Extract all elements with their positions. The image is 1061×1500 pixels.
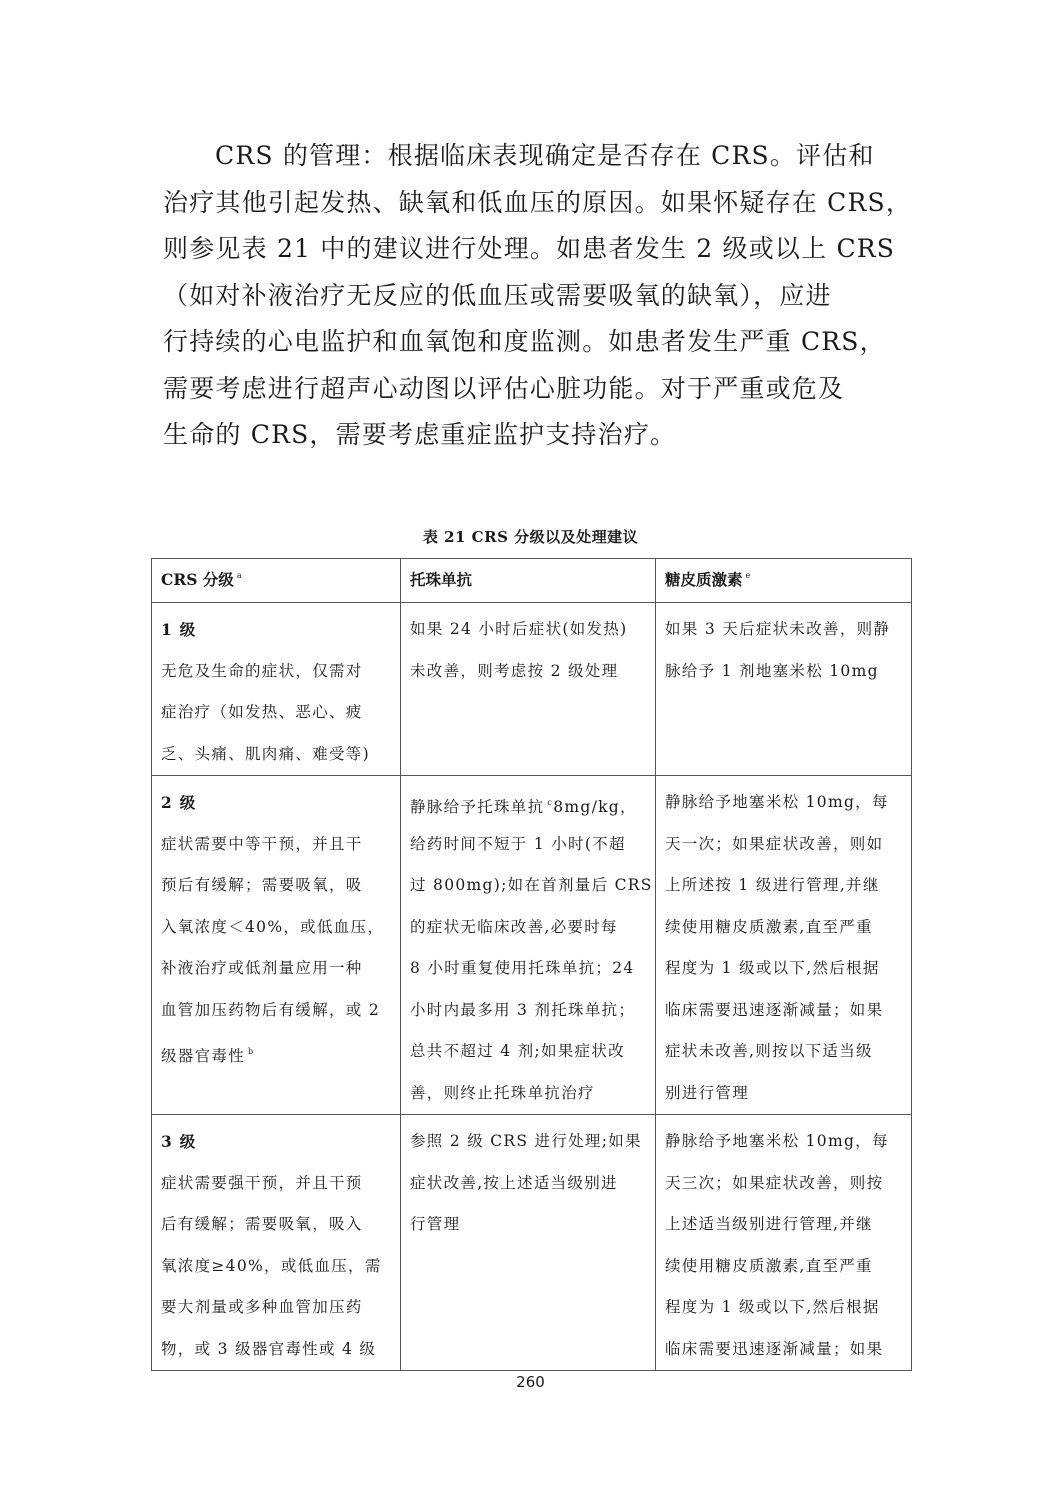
header-tocilizumab bbox=[401, 559, 656, 603]
table-row bbox=[152, 776, 912, 1115]
paragraph-line: 需要考虑进行超声心动图以评估心脏功能。对于严重或危及 bbox=[163, 373, 845, 403]
cell-line: 别进行管理 bbox=[665, 1083, 750, 1102]
header-crs-grade bbox=[152, 559, 401, 603]
steroid-cell bbox=[656, 1115, 912, 1371]
cell-line: 总共不超过 4 剂;如果症状改 bbox=[410, 1042, 625, 1060]
cell-line: 程度为 1 级或以下,然后根据 bbox=[665, 1298, 880, 1316]
header-label: 糖皮质激素 bbox=[665, 570, 743, 589]
cell-line: 要大剂量或多种血管加压药 bbox=[161, 1298, 363, 1316]
cell-line: 无危及生命的症状，仅需对 bbox=[161, 661, 363, 680]
cell-line: 续使用糖皮质激素,直至严重 bbox=[665, 917, 873, 936]
paragraph-line: 行持续的心电监护和血氧饱和度监测。如患者发生严重 CRS， bbox=[163, 327, 886, 356]
crs-grading-table bbox=[151, 558, 912, 1371]
cell-line: 入氧浓度＜40%，或低血压， bbox=[161, 917, 385, 936]
cell-line: 小时内最多用 3 剂托珠单抗； bbox=[410, 1000, 636, 1019]
cell-line: 过 800mg);如在首剂量后 CRS bbox=[410, 876, 653, 894]
table-caption: 表 21 CRS 分级以及处理建议 bbox=[422, 528, 639, 546]
grade-label: 3 级 bbox=[161, 1132, 197, 1151]
cell-line: 乏、头痛、肌肉痛、难受等) bbox=[161, 744, 370, 763]
footnote-marker: e bbox=[745, 571, 751, 580]
cell-line: 症状未改善,则按以下适当级 bbox=[665, 1042, 873, 1060]
cell-line: 血管加压药物后有缓解，或 2 bbox=[161, 1000, 380, 1019]
cell-line: 8 小时重复使用托珠单抗；24 bbox=[410, 959, 635, 977]
table-row bbox=[152, 1115, 912, 1371]
cell-line: 静脉给予地塞米松 10mg，每 bbox=[665, 793, 889, 811]
cell-line: 氧浓度≥40%，或低血压，需 bbox=[161, 1256, 382, 1275]
cell-line: 行管理 bbox=[410, 1215, 461, 1233]
paragraph-line: 治疗其他引起发热、缺氧和低血压的原因。如果怀疑存在 CRS， bbox=[163, 187, 913, 217]
cell-line: 静脉给予地塞米松 10mg，每 bbox=[665, 1132, 889, 1150]
cell-line: 如果 24 小时后症状(如发热) bbox=[410, 620, 628, 638]
cell-line: 临床需要迅速逐渐减量；如果 bbox=[665, 1000, 884, 1019]
cell-line: 症状需要中等干预，并且干 bbox=[161, 834, 363, 853]
grade-cell bbox=[152, 1115, 401, 1371]
footnote-marker: b bbox=[248, 1047, 255, 1056]
header-label: 托珠单抗 bbox=[410, 570, 473, 589]
header-label: CRS 分级 bbox=[161, 570, 234, 589]
page-number: 260 bbox=[516, 1373, 545, 1391]
cell-line: 物，或 3 级器官毒性或 4 级 bbox=[161, 1339, 377, 1358]
cell-line: 上所述按 1 级进行管理,并继 bbox=[665, 876, 880, 894]
steroid-cell bbox=[656, 776, 912, 1115]
cell-line bbox=[161, 1031, 392, 1073]
paragraph-line: （如对补液治疗无反应的低血压或需要吸氧的缺氧），应进 bbox=[163, 280, 832, 310]
grade-cell bbox=[152, 603, 401, 776]
cell-line: 脉给予 1 剂地塞米松 10mg bbox=[665, 661, 879, 680]
grade-label: 2 级 bbox=[161, 793, 197, 812]
cell-line: 未改善，则考虑按 2 级处理 bbox=[410, 661, 619, 680]
cell-line: 症状需要强干预，并且干预 bbox=[161, 1173, 363, 1192]
cell-line: 补液治疗或低剂量应用一种 bbox=[161, 959, 363, 977]
cell-line: 给药时间不短于 1 小时(不超 bbox=[410, 834, 626, 853]
cell-line: 程度为 1 级或以下,然后根据 bbox=[665, 959, 880, 977]
cell-line: 续使用糖皮质激素,直至严重 bbox=[665, 1256, 873, 1275]
cell-line: 症治疗（如发热、恶心、疲 bbox=[161, 703, 363, 721]
cell-line: 善，则终止托珠单抗治疗 bbox=[410, 1083, 595, 1102]
paragraph-line: 生命的 CRS，需要考虑重症监护支持治疗。 bbox=[163, 420, 677, 449]
cell-line: 天三次；如果症状改善，则按 bbox=[665, 1173, 884, 1192]
tocilizumab-cell bbox=[401, 776, 656, 1115]
table-row bbox=[152, 603, 912, 776]
cell-line: 预后有缓解；需要吸氧，吸 bbox=[161, 876, 363, 894]
paragraph-line: 则参见表 21 中的建议进行处理。如患者发生 2 级或以上 CRS bbox=[163, 234, 896, 263]
grade-label: 1 级 bbox=[161, 620, 197, 639]
cell-line: 后有缓解；需要吸氧，吸入 bbox=[161, 1215, 363, 1233]
cell-line: 临床需要迅速逐渐减量；如果 bbox=[665, 1339, 884, 1358]
cell-line: 天一次；如果症状改善，则如 bbox=[665, 834, 884, 853]
paragraph-line: CRS 的管理：根据临床表现确定是否存在 CRS。评估和 bbox=[215, 141, 875, 170]
tocilizumab-cell bbox=[401, 1115, 656, 1371]
tocilizumab-cell bbox=[401, 603, 656, 776]
cell-line: 症状改善,按上述适当级别进 bbox=[410, 1173, 618, 1192]
cell-line: 的症状无临床改善,必要时每 bbox=[410, 917, 618, 936]
cell-line: 如果 3 天后症状未改善，则静 bbox=[665, 620, 891, 638]
cell-text: 8mg/kg， bbox=[553, 798, 637, 816]
cell-line: 参照 2 级 CRS 进行处理;如果 bbox=[410, 1132, 642, 1150]
footnote-marker: a bbox=[236, 571, 242, 580]
cell-line bbox=[410, 782, 647, 824]
body-paragraph bbox=[163, 133, 913, 459]
header-corticosteroid bbox=[656, 559, 912, 603]
cell-text: 级器官毒性 bbox=[161, 1047, 246, 1065]
cell-text: 静脉给予托珠单抗 bbox=[410, 798, 545, 816]
steroid-cell bbox=[656, 603, 912, 776]
grade-cell bbox=[152, 776, 401, 1115]
footnote-marker: c bbox=[547, 798, 554, 807]
table-header-row bbox=[152, 559, 912, 603]
cell-line: 上述适当级别进行管理,并继 bbox=[665, 1215, 873, 1233]
